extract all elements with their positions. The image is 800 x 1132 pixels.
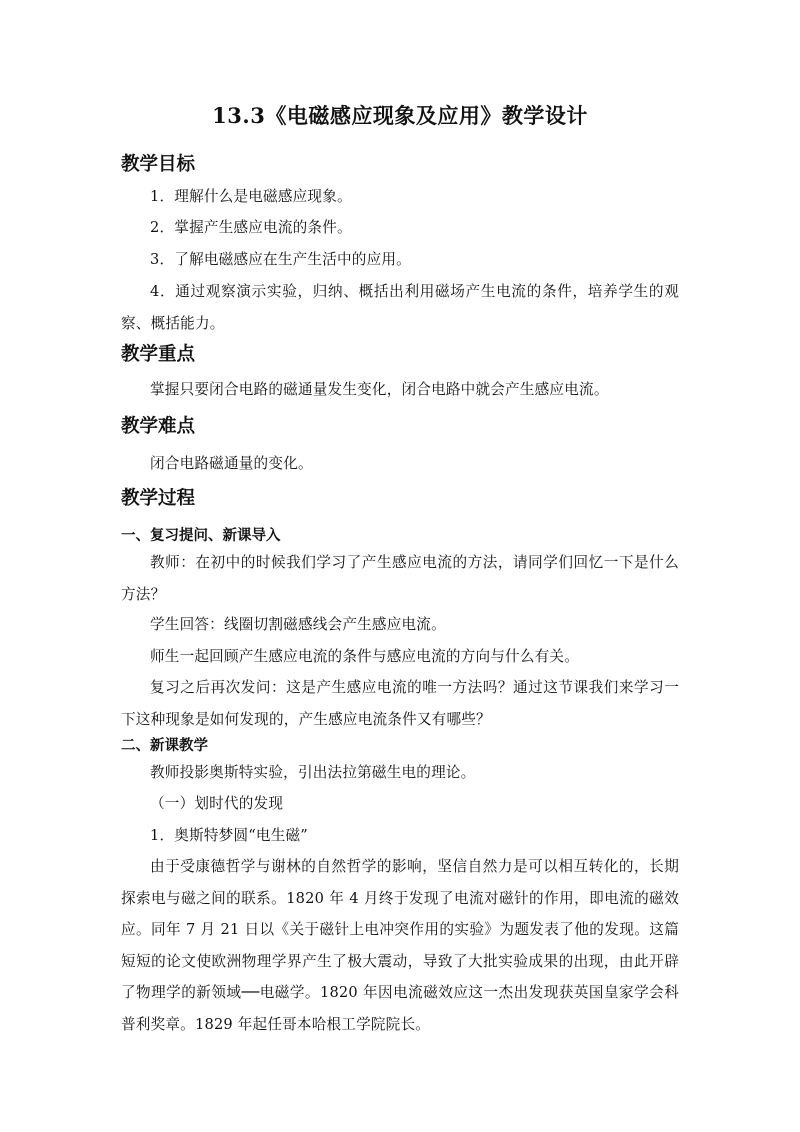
objective-item-1: 1．理解什么是电磁感应现象。 <box>150 188 352 205</box>
paragraph-epochal-discovery: （一）划时代的发现 <box>150 795 284 812</box>
paragraph-review-together: 师生一起回顾产生感应电流的条件与感应电流的方向与什么有关。 <box>150 648 580 665</box>
subheading-review: 一、复习提问、新课导入 <box>121 528 281 544</box>
paragraph-oersted-biography: 由于受康德哲学与谢林的自然哲学的影响，坚信自然力是可以相互转化的，长期探索电与磁之间的联系。1820 年 4 月终于发现了电流对磁针的作用，即电流的磁效应。同年 7 月 21 日以《关于磁针上电冲突作用的实验》为题发表了他的发现。这篇短短的论文使欧洲物理学界产生了极大震动，导致了大批实验成果的出现，由此开辟了物理学的新领域──电磁学。1820 年因电流磁效应这一杰出发现获英国皇家学会科普利奖章。1829 年起任哥本哈根工学院院长。 <box>121 858 679 1033</box>
objective-item-3: 3．了解电磁感应在生产生活中的应用。 <box>150 251 411 268</box>
paragraph-oersted-projection: 教师投影奥斯特实验，引出法拉第磁生电的理论。 <box>150 764 476 781</box>
document-title: 13.3《电磁感应现象及应用》教学设计 <box>212 103 588 128</box>
heading-objectives: 教学目标 <box>121 154 196 175</box>
subheading-new-lesson: 二、新课教学 <box>121 738 208 754</box>
heading-process: 教学过程 <box>121 488 196 509</box>
objective-item-4: 4．通过观察演示实验，归纳、概括出利用磁场产生电流的条件，培养学生的观察、概括能力。 <box>121 283 679 332</box>
key-points-text: 掌握只要闭合电路的磁通量发生变化，闭合电路中就会产生感应电流。 <box>150 381 609 398</box>
paragraph-teacher-question: 教师：在初中的时候我们学习了产生感应电流的方法，请同学们回忆一下是什么方法？ <box>121 554 679 603</box>
objective-item-2: 2．掌握产生感应电流的条件。 <box>150 219 352 236</box>
paragraph-student-answer: 学生回答：线圈切割磁感线会产生感应电流。 <box>150 616 446 633</box>
heading-difficulties: 教学难点 <box>121 416 196 437</box>
heading-key-points: 教学重点 <box>121 344 196 365</box>
paragraph-follow-up-question: 复习之后再次发问：这是产生感应电流的唯一方法吗？通过这节课我们来学习一下这种现象是如何发现的，产生感应电流条件又有哪些？ <box>121 679 679 728</box>
paragraph-oersted-dream: 1．奥斯特梦圆“电生磁” <box>150 827 308 844</box>
difficulties-text: 闭合电路磁通量的变化。 <box>150 455 313 472</box>
